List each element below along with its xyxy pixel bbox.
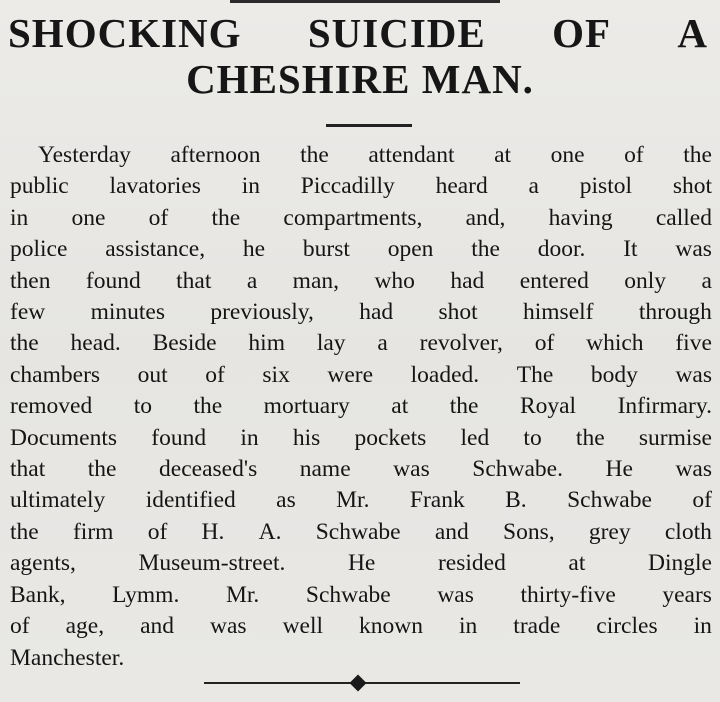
article-word: loaded.: [410, 361, 480, 388]
article-word: of: [624, 142, 644, 168]
article-word: Schwabe: [305, 581, 391, 608]
article-word: found: [85, 267, 141, 294]
article-word: police: [10, 236, 68, 263]
article-word: Royal: [519, 393, 577, 420]
article-line: [10, 423, 712, 454]
article-word: Piccadilly: [300, 173, 395, 200]
article-word: The: [516, 361, 554, 388]
article-word: six: [262, 361, 290, 388]
article-word: compartments,: [283, 204, 423, 231]
article-body: [10, 140, 712, 674]
article-word: himself: [522, 299, 594, 326]
article-word: and: [140, 613, 175, 640]
article-word: Mr.: [225, 581, 260, 608]
article-word: in: [241, 173, 260, 200]
article-word: in: [459, 613, 478, 640]
headline-word: SHOCKING: [8, 10, 242, 56]
article-word: was: [393, 456, 430, 483]
article-word: of: [10, 613, 30, 640]
article-word: lay: [316, 330, 346, 357]
article-word: burst: [302, 236, 350, 263]
article-word: then: [10, 267, 51, 294]
article-word: ultimately: [10, 487, 106, 514]
article-word: one: [71, 204, 106, 231]
article-word: the: [300, 142, 329, 168]
article-word: Mr.: [336, 487, 370, 514]
article-word: removed: [10, 393, 93, 420]
article-word: Dingle: [647, 550, 712, 577]
article-word: attendant: [368, 142, 455, 168]
article-word: having: [548, 204, 613, 231]
article-word: public: [10, 173, 69, 200]
article-word: of: [148, 204, 169, 231]
article-word: minutes: [90, 299, 165, 326]
article-word: five: [675, 330, 712, 357]
divider-ornament: [350, 675, 367, 692]
article-line: [10, 391, 712, 422]
article-word: to: [523, 424, 542, 451]
article-word: at: [568, 550, 586, 577]
article-word: were: [327, 361, 374, 388]
headline-line-2: CHESHIRE MAN.: [186, 56, 534, 102]
article-word: the: [87, 456, 117, 483]
article-word: cloth: [664, 518, 712, 545]
article-word: had: [450, 267, 485, 294]
article-word: age,: [65, 613, 105, 640]
article-word: It: [623, 236, 638, 263]
article-word: a: [701, 267, 712, 294]
article-line: [10, 266, 712, 297]
article-word: chambers: [10, 361, 101, 388]
headline-word: OF: [552, 10, 612, 56]
article-word: found: [151, 424, 207, 451]
article-word: was: [675, 456, 712, 483]
article-word: shot: [438, 299, 478, 326]
article-word: B.: [505, 487, 527, 514]
article-word: head.: [70, 330, 121, 357]
article-line: [10, 485, 712, 516]
article-line: [10, 234, 712, 265]
article-word: body: [590, 361, 638, 388]
article-word: the: [10, 330, 39, 357]
article-word: that: [176, 267, 212, 294]
article-word: entered: [519, 267, 589, 294]
headline-divider-rule: [326, 124, 412, 127]
article-word: to: [133, 393, 152, 420]
article-line: [10, 171, 712, 202]
article-word: as: [276, 487, 296, 514]
article-word: Sons,: [503, 518, 555, 545]
article-line: [10, 548, 712, 579]
article-word: was: [675, 361, 712, 388]
article-headline: [8, 10, 712, 102]
article-word: open: [387, 236, 434, 263]
article-line: Manchester.: [10, 644, 125, 671]
article-word: of: [534, 330, 555, 357]
article-word: the: [575, 424, 605, 451]
article-word: the: [10, 518, 39, 545]
article-line: [10, 454, 712, 485]
article-word: in: [693, 613, 712, 640]
article-word: the: [211, 204, 241, 231]
article-word: afternoon: [170, 142, 261, 168]
article-word: A.: [258, 518, 282, 545]
article-word: He: [347, 550, 376, 577]
article-line: [10, 580, 712, 611]
article-word: Bank,: [10, 581, 66, 608]
article-word: well: [282, 613, 324, 640]
article-word: trade: [513, 613, 561, 640]
headline-word: SUICIDE: [307, 10, 486, 56]
article-word: was: [675, 236, 712, 263]
article-line: [10, 611, 712, 642]
article-word: him: [248, 330, 285, 357]
article-word: led: [460, 424, 490, 451]
article-word: resided: [437, 550, 506, 577]
article-word: through: [638, 299, 712, 326]
article-word: and,: [465, 204, 506, 231]
article-word: who: [374, 267, 415, 294]
article-word: Schwabe: [567, 487, 652, 514]
article-word: agents,: [10, 550, 76, 577]
article-word: Lymm.: [112, 581, 180, 608]
article-word: the: [449, 393, 479, 420]
article-word: out: [137, 361, 168, 388]
article-word: shot: [672, 173, 712, 200]
article-word: deceased's: [159, 456, 258, 483]
article-word: was: [437, 581, 474, 608]
article-word: called: [655, 204, 712, 231]
article-word: in: [240, 424, 259, 451]
article-word: Schwabe.: [472, 456, 563, 483]
article-word: and: [434, 518, 469, 545]
article-word: Beside: [152, 330, 217, 357]
article-line: [10, 203, 712, 234]
article-word: at: [391, 393, 409, 420]
article-word: pistol: [579, 173, 633, 200]
article-word: a: [528, 173, 539, 200]
article-word: surmise: [638, 424, 712, 451]
article-word: in: [10, 204, 29, 231]
article-word: of: [147, 518, 168, 545]
article-line: [10, 140, 712, 171]
article-word: of: [692, 487, 712, 514]
article-word: heard: [435, 173, 488, 200]
article-word: He: [605, 456, 633, 483]
article-word: previously,: [210, 299, 314, 326]
headline-word: A: [677, 10, 708, 56]
article-word: of: [205, 361, 225, 388]
article-word: identified: [145, 487, 236, 514]
headline-line-1: [8, 10, 708, 56]
article-word: years: [662, 581, 712, 608]
article-line: [10, 328, 712, 359]
article-word: the: [193, 393, 223, 420]
article-word: which: [586, 330, 644, 357]
article-word: Infirmary.: [617, 393, 712, 420]
article-word: that: [10, 456, 46, 483]
article-word: circles: [596, 613, 658, 640]
article-word: one: [550, 142, 585, 168]
article-line: [10, 297, 712, 328]
article-word: few: [10, 299, 46, 326]
article-word: grey: [588, 518, 631, 545]
article-word: door.: [537, 236, 586, 263]
article-line: [10, 517, 712, 548]
article-word: Schwabe: [315, 518, 401, 545]
article-word: he: [242, 236, 266, 263]
article-word: assistance,: [105, 236, 206, 263]
article-word: his: [292, 424, 321, 451]
article-word: was: [210, 613, 247, 640]
top-divider-rule: [230, 0, 500, 3]
article-word: mortuary: [263, 393, 350, 420]
article-word: Frank: [409, 487, 465, 514]
article-word: had: [359, 299, 394, 326]
article-word: H.: [201, 518, 225, 545]
article-word: Museum-street.: [138, 550, 286, 577]
article-word: man,: [292, 267, 340, 294]
article-word: Yesterday: [38, 142, 131, 168]
article-word: thirty-five: [520, 581, 616, 608]
article-line: [10, 360, 712, 391]
article-word: pockets: [354, 424, 427, 451]
article-word: at: [494, 142, 512, 168]
article-word: lavatories: [109, 173, 201, 200]
article-word: revolver,: [419, 330, 503, 357]
article-word: only: [624, 267, 667, 294]
article-word: the: [471, 236, 500, 263]
article-word: a: [377, 330, 388, 357]
article-word: Documents: [10, 424, 118, 451]
article-word: the: [683, 142, 712, 168]
article-word: known: [359, 613, 424, 640]
article-word: firm: [72, 518, 114, 545]
article-word: name: [299, 456, 351, 483]
article-word: a: [246, 267, 258, 294]
